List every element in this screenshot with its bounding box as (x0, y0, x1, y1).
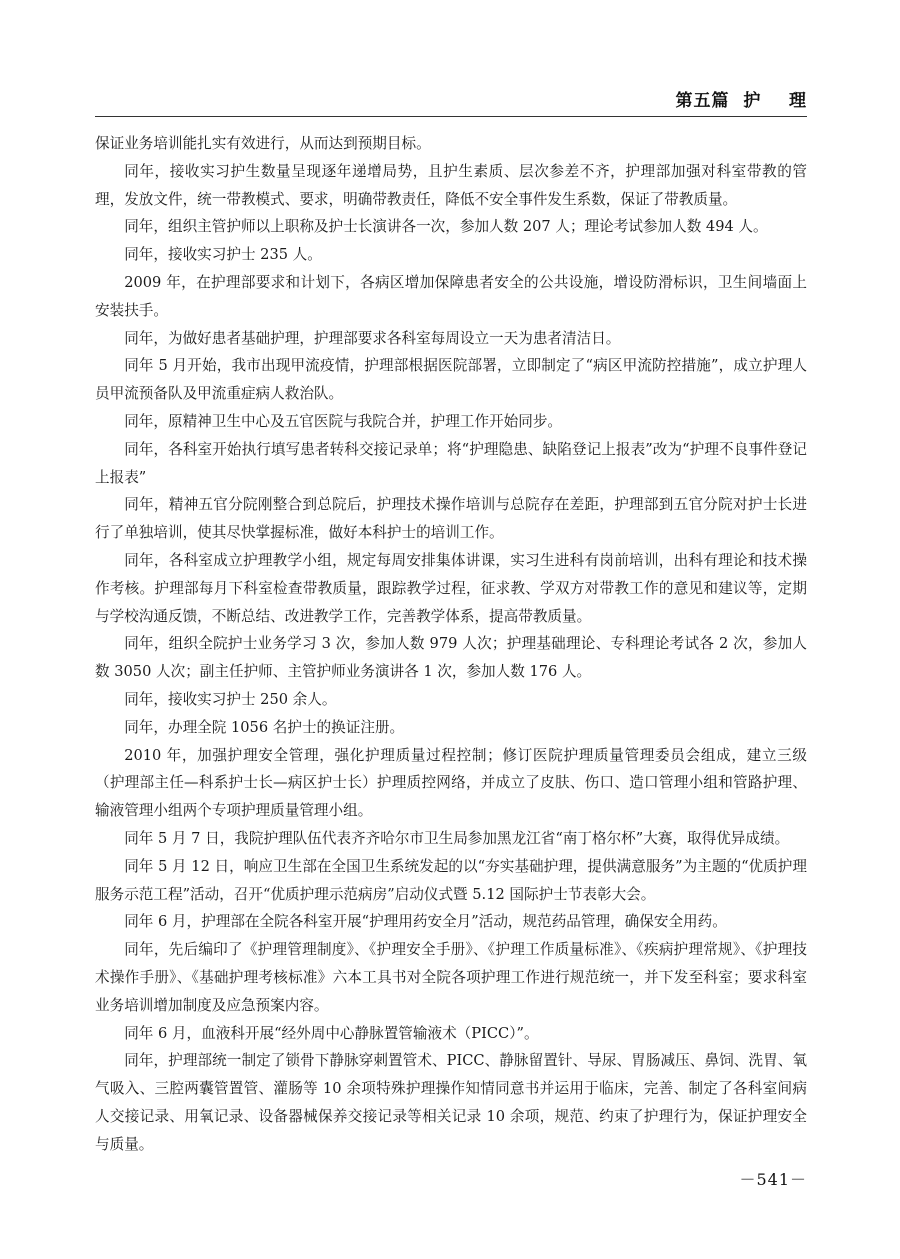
paragraph: 同年，原精神卫生中心及五官医院与我院合并，护理工作开始同步。 (124, 412, 563, 430)
page-number: －541－ (739, 1170, 807, 1189)
paragraph: 同年，接收实习护生数量呈现逐年递增局势，且护生素质、层次参差不齐，护理部加强对科室带教的管理，发放文件，统一带教模式、要求，明确带教责任，降低不安全事件发生系数，保证了带教质量。 (95, 162, 807, 208)
paragraph: 2010 年，加强护理安全管理，强化护理质量过程控制；修订医院护理质量管理委员会组成，建立三级（护理部主任—科系护士长—病区护士长）护理质控网络，并成立了皮肤、伤口、造口管理小组和管路护理、输液管理小组两个专项护理质量管理小组。 (95, 746, 807, 820)
paragraph: 同年 5 月 7 日，我院护理队伍代表齐齐哈尔市卫生局参加黑龙江省“南丁格尔杯”大赛，取得优异成绩。 (124, 829, 790, 847)
paragraph: 同年，各科室开始执行填写患者转科交接记录单；将“护理隐患、缺陷登记上报表”改为“护理不良事件登记上报表” (95, 440, 807, 486)
paragraph: 同年，接收实习护士 250 余人。 (124, 690, 337, 708)
body-text (95, 130, 807, 1158)
paragraph: 同年，组织全院护士业务学习 3 次，参加人数 979 人次；护理基础理论、专科理论考试各 2 次，参加人数 3050 人次；副主任护师、主管护师业务演讲各 1 次，参加人数 176 人。 (95, 635, 807, 681)
paragraph: 同年，护理部统一制定了锁骨下静脉穿刺置管术、PICC、静脉留置针、导尿、胃肠减压、鼻饲、洗胃、氧气吸入、三腔两囊管置管、灌肠等 10 余项特殊护理操作知情同意书并运用于临床，完善、制定了各科室间病人交接记录、用氧记录、设备器械保养交接记录等相关记录 10 余项，规范、约束了护理行为，保证护理安全与质量。 (95, 1052, 807, 1153)
paragraph: 同年，精神五官分院刚整合到总院后，护理技术操作培训与总院存在差距，护理部到五官分院对护士长进行了单独培训，使其尽快掌握标准，做好本科护士的培训工作。 (95, 496, 807, 542)
paragraph: 同年，为做好患者基础护理，护理部要求各科室每周设立一天为患者清洁日。 (124, 329, 621, 347)
page-header (95, 80, 807, 117)
paragraph: 同年 5 月开始，我市出现甲流疫情，护理部根据医院部署，立即制定了“病区甲流防控措施”，成立护理人员甲流预备队及甲流重症病人救治队。 (95, 357, 807, 403)
paragraph: 同年，接收实习护士 235 人。 (124, 246, 322, 264)
paragraph: 同年 5 月 12 日，响应卫生部在全国卫生系统发起的以“夯实基础护理，提供满意服务”为主题的“优质护理服务示范工程”活动，召开“优质护理示范病房”启动仪式暨 5.12 国际护士节表彰大会。 (95, 857, 807, 903)
paragraph: 同年 6 月，血液科开展“经外周中心静脉置管输液术（PICC）”。 (124, 1024, 539, 1042)
paragraph: 2009 年，在护理部要求和计划下，各病区增加保障患者安全的公共设施，增设防滑标识，卫生间墙面上安装扶手。 (95, 273, 807, 319)
paragraph: 保证业务培训能扎实有效进行，从而达到预期目标。 (95, 135, 431, 152)
paragraph: 同年，组织主管护师以上职称及护士长演讲各一次，参加人数 207 人；理论考试参加人数 494 人。 (124, 218, 768, 236)
paragraph: 同年，先后编印了《护理管理制度》、《护理安全手册》、《护理工作质量标准》、《疾病护理常规》、《护理技术操作手册》、《基础护理考核标准》六本工具书对全院各项护理工作进行规范统一，并下发至科室；要求科室业务培训增加制度及应急预案内容。 (95, 941, 807, 1014)
paragraph: 同年，办理全院 1056 名护士的换证注册。 (124, 718, 405, 736)
section-title: 第五篇 护 理 (675, 91, 807, 111)
paragraph: 同年 6 月，护理部在全院各科室开展“护理用药安全月”活动，规范药品管理，确保安全用药。 (124, 913, 727, 931)
paragraph: 同年，各科室成立护理教学小组，规定每周安排集体讲课，实习生进科有岗前培训，出科有理论和技术操作考核。护理部每月下科室检查带教质量，跟踪教学过程，征求教、学双方对带教工作的意见和建议等，定期与学校沟通反馈，不断总结、改进教学工作，完善教学体系，提高带教质量。 (95, 551, 807, 625)
